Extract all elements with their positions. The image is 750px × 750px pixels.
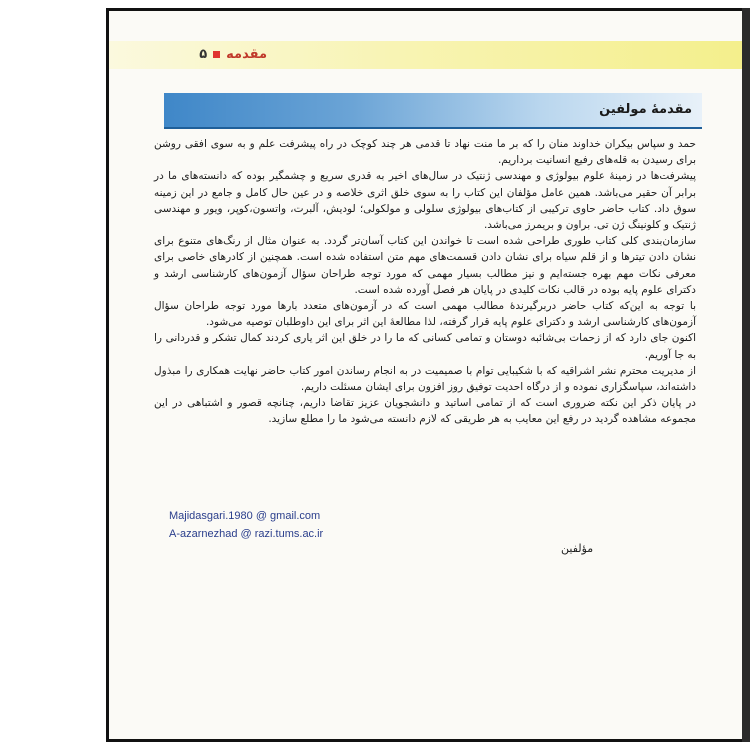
running-header-text [199, 41, 267, 69]
page-edge-bottom [106, 739, 750, 742]
paragraph: پیشرفت‌ها در زمینهٔ علوم بیولوژی و مهندسی ژنتیک در سال‌های اخیر به قدری سریع و چشمگیر بوده که دانسته‌های ما در برابر آن حقیر می‌باشد. همین عامل مؤلفان این کتاب را به سوی خلق اثری خلاصه و در عین حال کامل و جامع در این زمینه سوق داد. کتاب حاضر حاوی ترکیبی از کتاب‌های بیولوژی سلولی و مولکولی؛ لودیش، آلبرت، واتسون،کوپر، ویور و مهندسی ژنتیک و کلونینگ ژن تی. براون و بریمرز می‌باشد. [154, 170, 696, 232]
preface-body [154, 136, 696, 428]
section-heading-bar [164, 93, 702, 129]
paragraph: اکنون جای دارد که از زحمات بی‌شائبه دوستان و تمامی کسانی که ما را در خلق این اثر یاری کردند کمال تشکر و قدردانی را به جا آوریم. [154, 332, 696, 361]
paragraph: با توجه به این‌که کتاب حاضر دربرگیرندهٔ مطالب مهمی است که در آزمون‌های متعدد بارها مورد توجه طراحان سؤال آزمون‌های کارشناسی ارشد و دکترای علوم پایه قرار گرفته، لذا مطالعهٔ این اثر برای این داوطلبان توصیه می‌شود. [154, 300, 696, 329]
paragraph: در پایان ذکر این نکته ضروری است که از تمامی اساتید و دانشجویان عزیز تقاضا داریم، چنانچه قصور و اشتباهی در این مجموعه مشاهده گردید در رفع این معایب به هر طریقی که لازم دانسته می‌شود ما را مطلع سازید. [154, 397, 696, 426]
page-edge-right [742, 8, 750, 742]
book-spine-margin [0, 0, 108, 750]
running-header [109, 41, 742, 69]
author-email-2: A-azarnezhad @ razi.tums.ac.ir [169, 528, 324, 540]
paragraph: سازمان‌بندی کلی کتاب طوری طراحی شده است تا خواندن این کتاب آسان‌تر گردد. به عنوان مثال از رنگ‌های متنوع برای نشان دادن تیترها و از قلم سیاه برای نشان دادن قسمت‌های مهم متن استفاده شده است. همچنین از کادرهای خاصی برای معرفی نکات مهم بهره جسته‌ایم و نیز مطالب بسیار مهمی که مورد توجه طراحان سؤال آزمون‌های کارشناسی ارشد و دکترای علوم پایه بوده در قالب نکات کلیدی در پایان هر فصل آورده شده است. [154, 235, 696, 296]
page-number: ۵ [199, 47, 208, 62]
section-title: مقدمهٔ مولفین [599, 102, 692, 117]
author-email-1: Majidasgari.1980 @ gmail.com [169, 510, 321, 522]
paragraph: حمد و سپاس بیکران خداوند منان را که بر ما منت نهاد تا قدمی هر چند کوچک در راه پیشرفت علم و به سوی افقی روشن برای رسیدن به قله‌های رفیع انسانیت برداریم. [154, 138, 696, 167]
chapter-title: مقدمه [226, 47, 267, 62]
book-page [109, 11, 742, 739]
author-emails [169, 507, 323, 543]
authors-signature: مؤلفین [561, 542, 594, 555]
paragraph: از مدیریت محترم نشر اشراقیه که با شکیبایی توام با صمیمیت در به انجام رساندن امور کتاب حاضر نهایت همکاری را مبذول داشته‌اند، سپاسگزاری نموده و از درگاه احدیت توفیق روز افزون برای ایشان مسئلت داریم. [154, 364, 696, 394]
square-bullet-icon [213, 51, 220, 58]
